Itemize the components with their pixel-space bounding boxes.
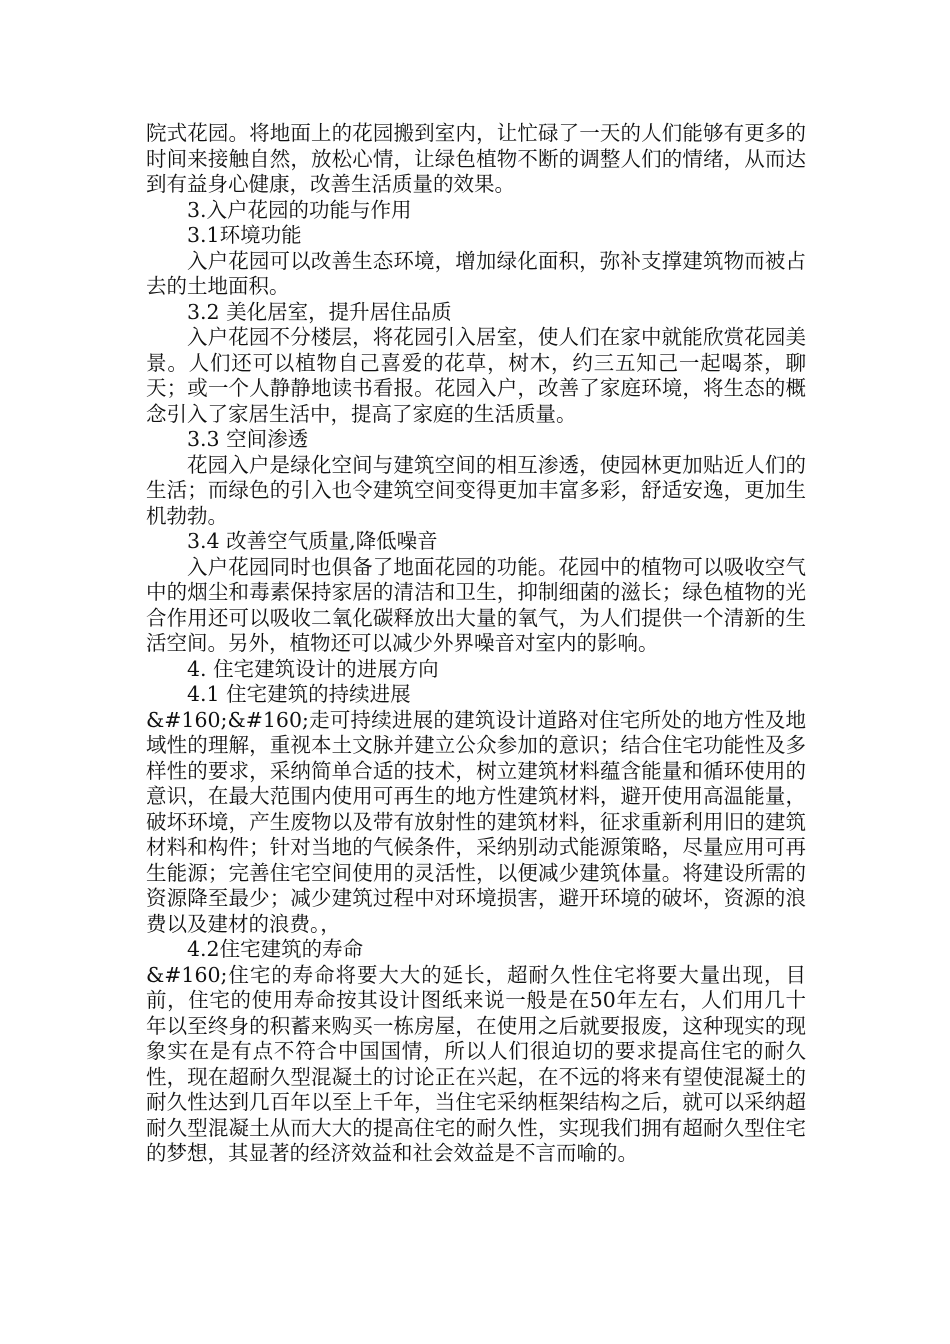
subsection-heading-3-1: 3.1环境功能 — [187, 223, 302, 247]
paragraph-intro-continuation: 院式花园。将地面上的花园搬到室内，让忙碌了一天的人们能够有更多的时间来接触自然，放松心情，让绿色植物不断的调整人们的情绪，从而达到有益身心健康，改善生活质量的效果。 — [146, 121, 806, 196]
subsection-heading-4-2: 4.2住宅建筑的寿命 — [187, 937, 364, 961]
paragraph-3-2: 入户花园不分楼层，将花园引入居室，使人们在家中就能欣赏花园美景。人们还可以植物自己喜爱的花草，树木，约三五知己一起喝茶，聊天；或一个人静静地读书看报。花园入户，改善了家庭环境，将生态的概念引入了家居生活中，提高了家庭的生活质量。 — [146, 325, 806, 426]
paragraph-3-1: 入户花园可以改善生态环境，增加绿化面积，弥补支撑建筑物而被占去的土地面积。 — [146, 248, 806, 298]
subsection-heading-3-3: 3.3 空间渗透 — [187, 427, 309, 451]
subsection-heading-4-1: 4.1 住宅建筑的持续进展 — [187, 682, 411, 706]
subsection-heading-3-2: 3.2 美化居室，提升居住品质 — [187, 299, 452, 324]
section-heading-3: 3.入户花园的功能与作用 — [187, 197, 412, 222]
subsection-heading-3-4: 3.4 改善空气质量,降低噪音 — [187, 529, 438, 553]
section-heading-4: 4. 住宅建筑设计的进展方向 — [187, 656, 439, 681]
paragraph-3-3: 花园入户是绿化空间与建筑空间的相互渗透，使园林更加贴近人们的生活；而绿色的引入也令建筑空间变得更加丰富多彩，舒适安逸，更加生机勃勃。 — [146, 452, 806, 528]
paragraph-4-1: &#160;&#160;走可持续进展的建筑设计道路对住宅所处的地方性及地域性的理解，重视本土文脉并建立公众参加的意识；结合住宅功能性及多样性的要求，采纳简单合适的技术，树立建筑材料蕴含能量和循环使用的意识，在最大范围内使用可再生的地方性建筑材料，避开使用高温能量，破坏环境，产生废物以及带有放射性的建筑材料，征求重新利用旧的建筑材料和构件；针对当地的气候条件，采纳别动式能源策略，尽量应用可再生能源；完善住宅空间使用的灵活性，以便减少建筑体量。将建设所需的资源降至最少；减少建筑过程中对环境损害，避开环境的破坏，资源的浪费以及建材的浪费。， — [146, 707, 806, 936]
document-page — [146, 121, 806, 1167]
paragraph-4-2: &#160;住宅的寿命将要大大的延长，超耐久性住宅将要大量出现，目前，住宅的使用寿命按其设计图纸来说一般是在50年左右，人们用几十年以至终身的积蓄来购买一栋房屋，在使用之后就要报废，这种现实的现象实在是有点不符合中国国情，所以人们很迫切的要求提高住宅的耐久性，现在超耐久型混凝土的讨论正在兴起，在不远的将来有望使混凝土的耐久性达到几百年以至上千年，当住宅采纳框架结构之后，就可以采纳超耐久型混凝土从而大大的提高住宅的耐久性，实现我们拥有超耐久型住宅的梦想，其显著的经济效益和社会效益是不言而喻的。 — [146, 962, 806, 1165]
paragraph-3-4: 入户花园同时也俱备了地面花园的功能。花园中的植物可以吸收空气中的烟尘和毒素保持家居的清洁和卫生，抑制细菌的滋长；绿色植物的光合作用还可以吸收二氧化碳释放出大量的氧气，为人们提供一个清新的生活空间。另外，植物还可以减少外界噪音对室内的影响。 — [146, 554, 806, 655]
